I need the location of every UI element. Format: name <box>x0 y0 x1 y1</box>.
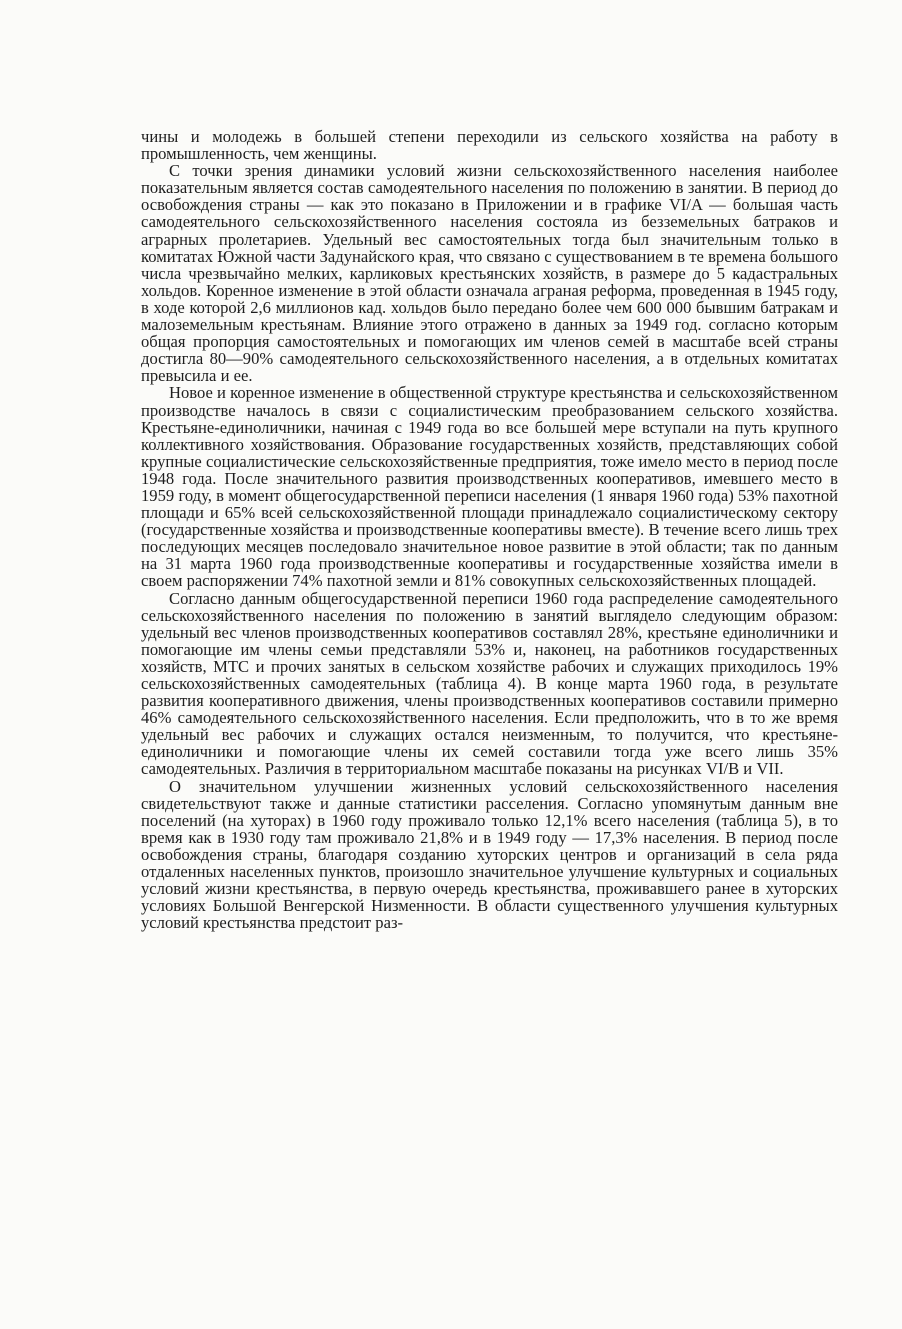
paragraph-census-1960: Согласно данным общегосударственной переписи 1960 года распределение самодеятельного сельскохозяйственного населения по положению в занятий выглядело следующим образом: удельный вес членов производственных кооперативов составлял 28%, крестьяне единоличники и помогающие им члены семьи представляли 53% и, наконец, на работников государственных хозяйств, МТС и прочих занятых в сельском хозяйстве рабочих и служащих приходилось 19% сельскохозяйственных самодеятельных (таблица 4). В конце марта 1960 года, в результате развития кооперативного движения, члены производственных кооперативов составили примерно 46% самодеятельного сельскохозяйственного населения. Если предположить, что в то же время удельный вес рабочих и служащих остался неизменным, то получится, что крестьяне-единоличники и помогающие члены их семей составили тогда уже всего лишь 35% самодеятельных. Различия в территориальном масштабе показаны на рисунках VI/B и VII. <box>141 588 838 779</box>
paragraph-population-dynamics: С точки зрения динамики условий жизни сельскохозяйственного населения наиболее показательным является состав самодеятельного населения по положению в занятии. В период до освобождения страны — как это показано в Приложении и в графике VI/A — большая часть самодеятельного сельскохозяйственного населения состояла из безземельных батраков и аграрных пролетариев. Удельный вес самостоятельных тогда был значительным только в комитатах Южной части Задунайского края, что связано с существованием в те времена большого числа чрезвычайно мелких, карликовых крестьянских хозяйств, в размере до 5 кадастральных хольдов. Коренное изменение в этой области означала аграная реформа, проведенная в 1945 году, в ходе которой 2,6 миллионов кад. хольдов было передано более чем 600 000 бывшим батракам и малоземельным крестьянам. Влияние этого отражено в данных за 1949 год. согласно которым общая пропорция самостоятельных и помогающих им членов семей в масштабе всей страны достигла 80—90% самодеятельного сельскохозяйственного населения, а в отдельных комитатах превысила и ее. <box>141 161 838 386</box>
paragraph-social-structure: Новое и коренное изменение в общественной структуре крестьянства и сельскохозяйственном производстве началось в связи с социалистическим преобразованием сельского хозяйства. Крестьяне-единоличники, начиная с 1949 года во все большей мере вступали на путь крупного коллективного хозяйствования. Образование государственных хозяйств, представляющих собой крупные социалистические сельскохозяйственные предприятия, тоже имело место в период после 1948 года. После значительного развития производственных кооперативов, имевшего место в 1959 году, в момент общегосударственной переписи населения (1 января 1960 года) 53% пахотной площади и 65% всей сельскохозяйственной площади принадлежало социалистическому сектору (государственные хозяйства и производственные кооперативы вместе). В течение всего лишь трех последующих месяцев последовало значительное новое развитие в этой области; так по данным на 31 марта 1960 года производственные кооперативы и государственные хозяйства имели в своем распоряжении 74% пахотной земли и 81% совокупных сельскохозяйственных площадей. <box>141 383 838 591</box>
paragraph-continuation: чины и молодежь в большей степени переходили из сельского хозяйства на работу в промышленность, чем женщины. <box>141 127 838 164</box>
paragraph-settlement-statistics: О значительном улучшении жизненных условий сельскохозяйственного населения свидетельствуют также и данные статистики расселения. Согласно упомянутым данным вне поселений (на хуторах) в 1960 году проживало только 12,1% всего населения (таблица 5), в то время как в 1930 году там проживало 21,8% и в 1949 году — 17,3% населения. В период после освобождения страны, благодаря созданию хуторских центров и организаций в села ряда отдаленных населенных пунктов, произошло значительное улучшение культурных и социальных условий жизни крестьянства, в первую очередь крестьянства, проживавшего ранее в хуторских условиях Большой Венгерской Низменности. В области существенного улучшения культурных условий крестьянства предстоит раз- <box>141 776 838 933</box>
body-text <box>141 128 838 931</box>
